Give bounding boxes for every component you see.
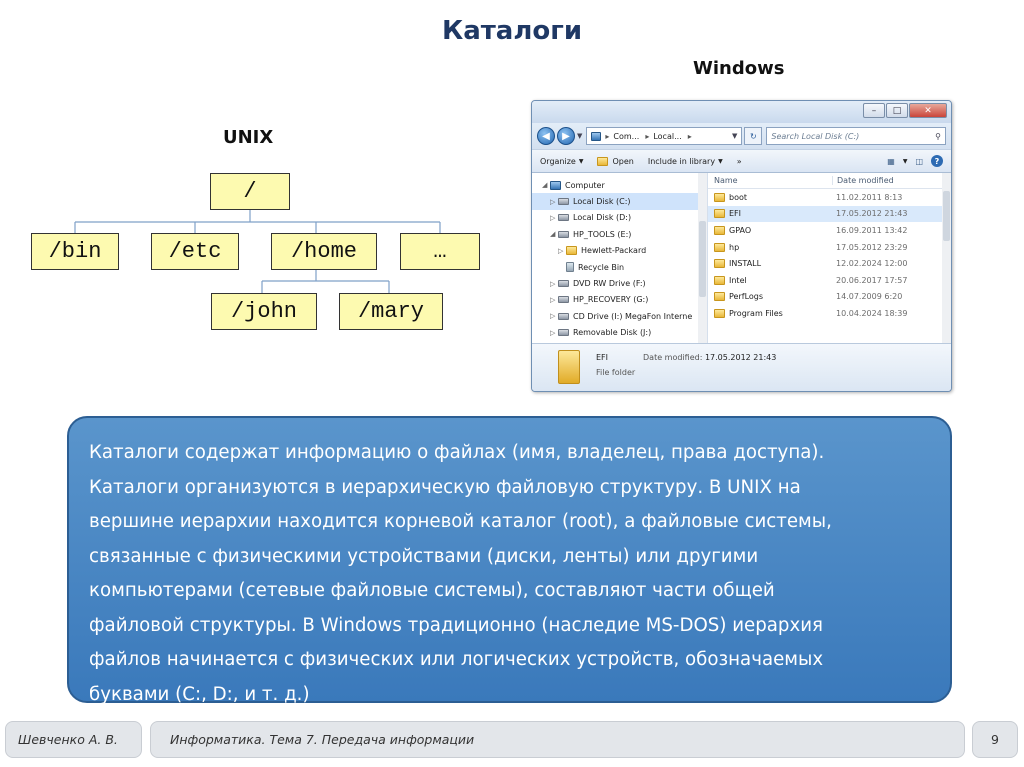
file-row[interactable] <box>708 255 951 272</box>
cd-drive-icon <box>558 313 569 320</box>
open-folder-icon <box>597 157 608 166</box>
organize-label: Organize <box>540 156 576 166</box>
drive-icon <box>558 214 569 221</box>
windows-heading: Windows <box>693 58 785 79</box>
folder-icon <box>714 276 725 285</box>
nav-item-computer[interactable] <box>532 177 707 193</box>
nav-item-recycle-bin[interactable] <box>532 259 707 275</box>
file-date: 17.05.2012 21:43 <box>836 209 908 219</box>
drive-icon <box>558 198 569 205</box>
file-list <box>708 173 951 343</box>
computer-icon <box>591 132 601 141</box>
drive-icon <box>558 296 569 303</box>
column-header-name[interactable]: Name <box>714 176 738 185</box>
tree-node-home: /home <box>271 233 377 270</box>
drive-icon <box>558 231 569 238</box>
maximize-icon[interactable]: □ <box>886 103 908 118</box>
folder-icon <box>714 243 725 252</box>
details-date-value: 17.05.2012 21:43 <box>704 353 777 362</box>
recycle-bin-icon <box>566 262 574 272</box>
details-name: EFI <box>596 353 609 362</box>
expanded-arrow-icon[interactable]: ◢ <box>550 230 556 239</box>
file-name: GPAO <box>729 225 752 235</box>
description-line: файловой структуры. В Windows традиционно (наследие MS-DOS) иерархия <box>89 614 823 636</box>
file-name: Program Files <box>729 308 783 318</box>
file-list-scrollbar-thumb[interactable] <box>943 191 950 241</box>
navigation-pane <box>532 173 708 343</box>
tree-node-root: / <box>210 173 290 210</box>
breadcrumb-local-disk[interactable]: Local... <box>653 131 682 141</box>
explorer-titlebar <box>532 101 951 123</box>
nav-item-local-disk-c[interactable] <box>532 193 707 209</box>
more-commands-button[interactable] <box>737 157 742 166</box>
tree-node-more: … <box>400 233 480 270</box>
description-box <box>67 416 952 703</box>
help-icon[interactable]: ? <box>931 155 943 167</box>
description-line: буквами (С:, D:, и т. д.) <box>89 683 310 705</box>
search-icon: ⚲ <box>935 131 941 141</box>
collapsed-arrow-icon[interactable]: ▷ <box>550 279 556 288</box>
file-date: 11.02.2011 8:13 <box>836 192 903 202</box>
nav-item-removable-disk[interactable] <box>532 325 707 341</box>
forward-arrow-icon[interactable]: ▶ <box>557 127 575 145</box>
nav-label: CD Drive (I:) MegaFon Interne <box>573 311 693 321</box>
file-list-header <box>708 173 951 189</box>
description-line: Каталоги содержат информацию о файлах (имя, владелец, права доступа). <box>89 442 825 463</box>
details-date <box>643 353 776 362</box>
breadcrumb-computer[interactable]: Com... <box>613 131 640 141</box>
file-name: PerfLogs <box>729 292 764 302</box>
nav-item-local-disk-d[interactable] <box>532 210 707 226</box>
file-date: 12.02.2024 12:00 <box>836 259 908 269</box>
address-bar-row <box>532 123 951 149</box>
description-line: компьютерами (сетевые файловые системы), составляют части общей <box>89 580 775 601</box>
close-icon[interactable]: ✕ <box>909 103 947 118</box>
preview-pane-icon[interactable]: ◫ <box>915 156 923 166</box>
address-box[interactable]: ▸ Com... ▸ Local... ▸ ▼ <box>586 127 742 145</box>
tree-node-etc: /etc <box>151 233 239 270</box>
collapsed-arrow-icon[interactable]: ▷ <box>550 197 556 206</box>
description-line: файлов начинается с физических или логических устройств, обозначаемых <box>89 649 824 670</box>
nav-scrollbar[interactable] <box>698 173 707 343</box>
nav-label: Computer <box>565 180 605 190</box>
details-pane <box>532 343 951 391</box>
organize-button[interactable] <box>540 157 583 166</box>
views-icon[interactable]: ▦ <box>887 156 895 166</box>
file-date: 17.05.2012 23:29 <box>836 242 908 252</box>
file-row[interactable] <box>708 239 951 256</box>
tree-node-john: /john <box>211 293 317 330</box>
footer-course: Информатика. Тема 7. Передача информации <box>150 721 965 758</box>
views-dropdown-icon[interactable]: ▼ <box>902 157 908 165</box>
folder-icon <box>714 309 725 318</box>
tree-node-bin: /bin <box>31 233 119 270</box>
file-date: 14.07.2009 6:20 <box>836 292 903 302</box>
chevron-down-icon: ▼ <box>718 157 723 165</box>
file-date: 16.09.2011 13:42 <box>836 225 908 235</box>
details-date-label: Date modified: <box>643 353 703 362</box>
refresh-icon[interactable]: ↻ <box>744 127 762 145</box>
nav-label: Hewlett-Packard <box>581 246 647 256</box>
nav-item-hewlett-packard[interactable] <box>532 243 707 259</box>
collapsed-arrow-icon[interactable]: ▷ <box>550 328 556 337</box>
minimize-icon[interactable]: – <box>863 103 885 118</box>
more-label: » <box>736 156 742 166</box>
search-input[interactable] <box>766 127 946 145</box>
collapsed-arrow-icon[interactable]: ▷ <box>550 312 556 321</box>
chevron-down-icon: ▼ <box>578 157 584 165</box>
collapsed-arrow-icon[interactable]: ▷ <box>550 295 556 304</box>
file-row[interactable] <box>708 305 951 322</box>
folder-icon <box>714 292 725 301</box>
nav-item-dvd-rw-drive[interactable] <box>532 275 707 291</box>
tree-node-mary: /mary <box>339 293 443 330</box>
file-name: EFI <box>729 209 742 219</box>
slide-title: Каталоги <box>441 16 583 46</box>
file-name: INSTALL <box>729 259 762 269</box>
nav-label: Local Disk (C:) <box>573 197 631 207</box>
computer-icon <box>550 181 561 190</box>
removable-disk-icon <box>558 329 569 336</box>
collapsed-arrow-icon[interactable]: ▷ <box>550 213 556 222</box>
nav-label: DVD RW Drive (F:) <box>573 279 646 289</box>
collapsed-arrow-icon[interactable]: ▷ <box>558 246 564 255</box>
include-label: Include in library <box>647 156 716 166</box>
address-dropdown-icon[interactable]: ▼ <box>732 132 738 140</box>
file-date: 20.06.2017 17:57 <box>836 275 908 285</box>
explorer-window <box>531 100 952 392</box>
file-date: 10.04.2024 18:39 <box>836 308 908 318</box>
file-row-selected[interactable] <box>708 206 951 223</box>
file-name: boot <box>729 192 748 202</box>
search-placeholder: Search Local Disk (C:) <box>771 131 860 141</box>
details-type: File folder <box>596 368 636 377</box>
nav-label: Recycle Bin <box>578 262 625 272</box>
file-list-scrollbar[interactable] <box>942 173 951 343</box>
nav-item-cd-drive[interactable] <box>532 308 707 324</box>
folder-icon <box>714 193 725 202</box>
folder-icon <box>566 246 577 255</box>
file-name: Intel <box>729 275 747 285</box>
folder-icon <box>714 259 725 268</box>
footer <box>0 721 1024 761</box>
open-label: Open <box>612 156 634 166</box>
nav-label: HP_RECOVERY (G:) <box>573 295 649 305</box>
folder-icon <box>714 209 725 218</box>
column-header-date[interactable]: Date modified <box>832 176 951 185</box>
folder-icon <box>714 226 725 235</box>
file-name: hp <box>729 242 740 252</box>
description-line: вершине иерархии находится корневой каталог (root), а файловые системы, <box>89 511 832 532</box>
nav-item-hp-recovery[interactable] <box>532 292 707 308</box>
expanded-arrow-icon[interactable]: ◢ <box>542 181 548 190</box>
description-line: связанные с физическими устройствами (диски, ленты) или другими <box>89 545 759 567</box>
back-arrow-icon[interactable]: ◀ <box>537 127 555 145</box>
explorer-body <box>532 173 951 343</box>
open-button[interactable] <box>597 157 633 166</box>
description-line: Каталоги организуются в иерархическую файловую структуру. В UNIX на <box>89 476 801 498</box>
file-row[interactable] <box>708 272 951 289</box>
large-folder-icon <box>558 350 580 384</box>
nav-item-hp-tools[interactable] <box>532 226 707 242</box>
nav-scrollbar-thumb[interactable] <box>699 221 706 297</box>
nav-label: Removable Disk (J:) <box>573 328 652 338</box>
command-bar <box>532 149 951 173</box>
include-in-library-button[interactable] <box>648 157 723 166</box>
unix-heading: UNIX <box>223 127 274 148</box>
nav-label: HP_TOOLS (E:) <box>573 229 632 239</box>
footer-page-number: 9 <box>972 721 1018 758</box>
footer-author: Шевченко А. В. <box>5 721 142 758</box>
nav-label: Local Disk (D:) <box>573 213 632 223</box>
history-dropdown-icon[interactable]: ▼ <box>577 132 583 140</box>
file-row[interactable] <box>708 289 951 306</box>
file-row[interactable] <box>708 222 951 239</box>
dvd-drive-icon <box>558 280 569 287</box>
file-row[interactable] <box>708 189 951 206</box>
